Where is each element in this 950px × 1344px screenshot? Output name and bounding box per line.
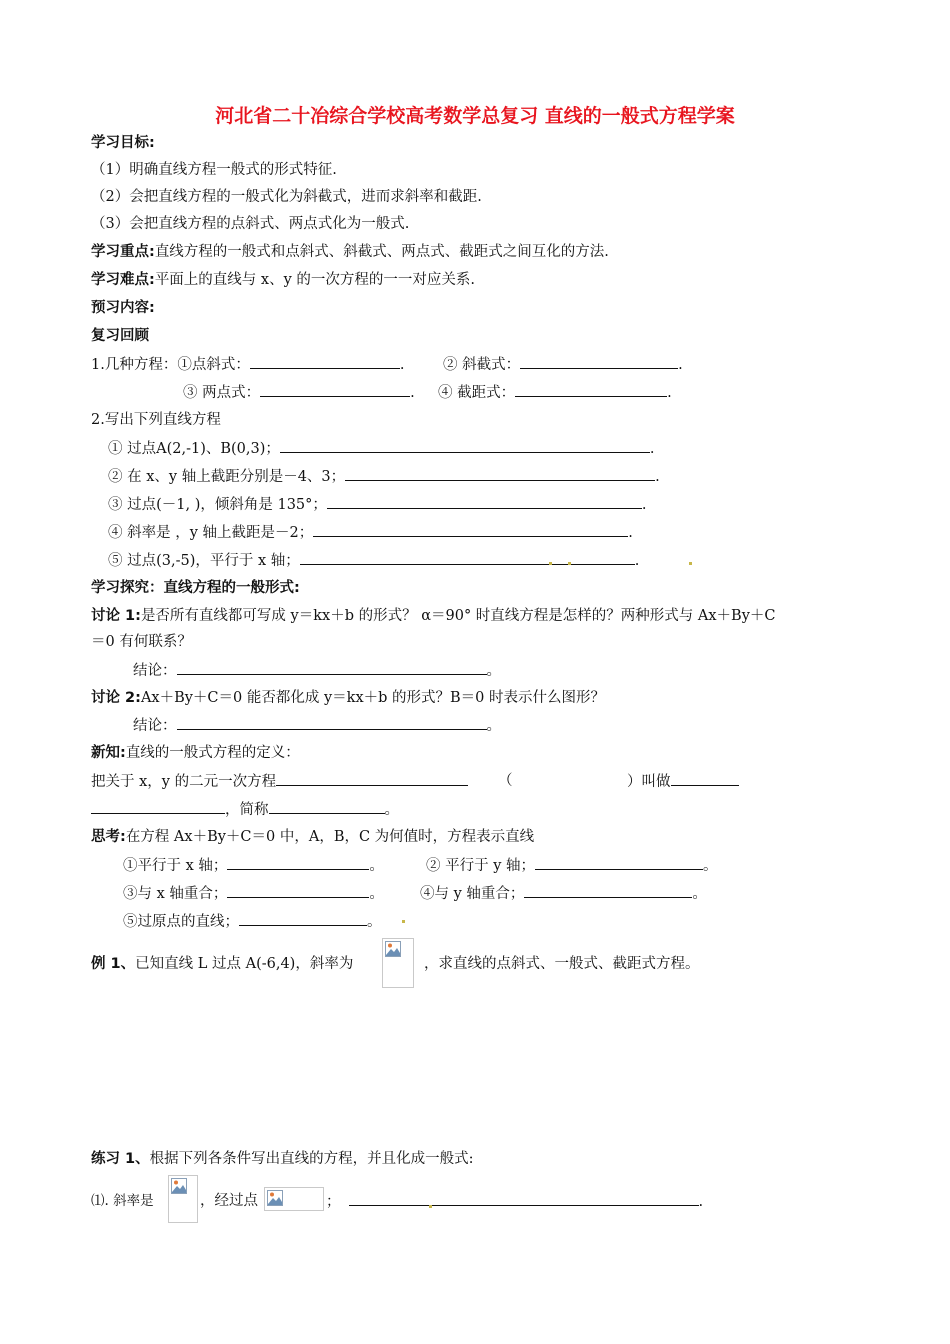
explore-heading: 学习探究：直线方程的一般形式: [91, 580, 300, 596]
key-point-label: 学习重点: [91, 244, 155, 260]
new-knowledge [91, 743, 300, 763]
key-point-text: 直线方程的一般式和点斜式、斜截式、两点式、截距式之间互化的方法. [154, 244, 609, 260]
period: . [698, 1194, 704, 1210]
example-1-text-a: 已知直线 L 过点 A(-6,4)，斜率为 [135, 956, 354, 972]
blank-think-3[interactable] [227, 883, 369, 898]
think-item-2 [426, 855, 718, 876]
period: . [628, 525, 633, 541]
blank-conclusion-2[interactable] [177, 715, 487, 730]
speck-mark [549, 562, 552, 565]
blank-abbrev[interactable] [269, 799, 385, 814]
q2-heading: 2.写出下列直线方程 [91, 412, 221, 428]
blank-think-1[interactable] [227, 855, 369, 870]
blank-q2-1[interactable] [280, 438, 650, 453]
discuss-1-text-cont: ＝0 有何联系？ [91, 634, 192, 650]
blank-name[interactable] [671, 771, 739, 786]
goals-heading: 学习目标: [91, 135, 155, 151]
period: . [655, 469, 660, 485]
period: 。 [369, 858, 384, 874]
q1-two-point: ③ 两点式： [183, 385, 261, 401]
period: . [410, 385, 415, 401]
blank-think-5[interactable] [239, 911, 367, 926]
exercise-1 [91, 1149, 474, 1169]
discuss-1-text: 是否所有直线都可写成 y＝kx＋b 的形式？ α＝90° 时直线方程是怎样的？两种形式与 Ax＋By＋C [140, 608, 776, 624]
discuss-1-conclusion [133, 660, 501, 681]
preview-heading: 预习内容: [91, 300, 155, 316]
think [91, 827, 534, 847]
blank-intercept[interactable] [515, 382, 667, 397]
think-item-4-text: ④与 y 轴重合； [420, 886, 525, 902]
q2-item-2 [108, 466, 660, 487]
goal-item-1: （1）明确直线方程一般式的形式特征. [91, 162, 337, 178]
discuss-1 [91, 606, 776, 626]
blank-q2-4[interactable] [313, 522, 628, 537]
definition-text: 把关于 x，y 的二元一次方程 [91, 774, 277, 790]
blank-think-4[interactable] [524, 883, 692, 898]
period: . [667, 385, 672, 401]
blank-equation[interactable] [276, 771, 468, 786]
think-label: 思考: [91, 829, 126, 845]
blank-conclusion-1[interactable] [177, 660, 487, 675]
think-item-3-text: ③与 x 轴重合； [123, 886, 228, 902]
q2-item-4-text: ④ 斜率是 ，y 轴上截距是－2； [108, 525, 314, 541]
definition-abbrev: ，简称 [225, 802, 269, 818]
exercise-1-label: 练习 1、 [91, 1151, 150, 1167]
example-1-label: 例 1、 [91, 956, 136, 972]
period: 。 [384, 802, 399, 818]
conclusion-label: 结论： [133, 663, 177, 679]
exercise-1-text: 根据下列各条件写出直线的方程，并且化成一般式: [149, 1151, 474, 1167]
blank-exercise-1[interactable] [349, 1191, 699, 1206]
discuss-2-label: 讨论 2: [91, 690, 141, 706]
example-1-text-b: ，求直线的点斜式、一般式、截距式方程。 [424, 956, 700, 972]
q1-slope-intercept-group [443, 354, 683, 375]
goal-item-3: （3）会把直线方程的点斜式、两点式化为一般式. [91, 216, 410, 232]
q2-item-3 [108, 494, 647, 515]
broken-image-icon [168, 1175, 198, 1223]
q2-item-1-text: ① 过点A(2,-1)、B(0,3)； [108, 441, 280, 457]
think-item-4 [420, 883, 707, 904]
period: . [399, 357, 405, 373]
period: 。 [692, 886, 707, 902]
q2-item-4 [108, 522, 633, 543]
q1-intercept-group [438, 382, 672, 403]
period: 。 [367, 914, 382, 930]
think-item-5 [123, 911, 382, 932]
definition-paren-open: （ [498, 773, 513, 789]
speck-mark [402, 920, 405, 923]
q1-two-point-group [183, 382, 415, 403]
exercise-1-item-b: ，经过点 [200, 1193, 258, 1209]
goal-item-2: （2）会把直线方程的一般式化为斜截式，进而求斜率和截距. [91, 189, 482, 205]
definition-line-1 [91, 771, 468, 792]
discuss-2-text: Ax＋By＋C＝0 能否都化成 y＝kx＋b 的形式？B＝0 时表示什么图形？ [140, 690, 606, 706]
new-knowledge-text: 直线的一般式方程的定义： [125, 745, 300, 761]
exercise-1-semicolon: ； [326, 1194, 341, 1210]
think-item-3 [123, 883, 384, 904]
think-item-1 [123, 855, 384, 876]
blank-slope-intercept[interactable] [520, 354, 678, 369]
blank-q2-5[interactable] [300, 550, 635, 565]
period: 。 [486, 663, 501, 679]
broken-image-icon [171, 1178, 187, 1194]
think-item-1-text: ①平行于 x 轴； [123, 858, 228, 874]
discuss-2 [91, 688, 605, 708]
think-text: 在方程 Ax＋By＋C＝0 中，A，B，C 为何值时，方程表示直线 [125, 829, 535, 845]
q1-line-1 [91, 354, 404, 375]
definition-line-2 [91, 799, 399, 820]
broken-image-icon [264, 1187, 324, 1211]
difficulty-text: 平面上的直线与 x、y 的一次方程的一一对应关系. [154, 272, 476, 288]
blank-q2-3[interactable] [327, 494, 642, 509]
q2-item-3-text: ③ 过点(－1, )，倾斜角是 135°； [108, 497, 327, 513]
example-1 [91, 954, 353, 974]
period: 。 [486, 718, 501, 734]
q2-item-5-text: ⑤ 过点(3,-5)，平行于 x 轴； [108, 553, 300, 569]
q2-item-2-text: ② 在 x、y 轴上截距分别是－4、3； [108, 469, 346, 485]
period: . [649, 441, 655, 457]
speck-mark [568, 562, 571, 565]
broken-image-icon [267, 1190, 283, 1206]
definition-called-group [627, 771, 739, 792]
q2-item-1 [108, 438, 655, 459]
exercise-1-item-c [326, 1191, 703, 1212]
think-item-5-text: ⑤过原点的直线； [123, 914, 239, 930]
think-item-2-text: ② 平行于 y 轴； [426, 858, 536, 874]
blank-name-cont[interactable] [91, 799, 225, 814]
difficulty-label: 学习难点: [91, 272, 155, 288]
conclusion-label: 结论： [133, 718, 177, 734]
blank-two-point[interactable] [260, 382, 410, 397]
period: . [678, 357, 683, 373]
difficulty [91, 270, 475, 290]
document-title: 河北省二十冶综合学校高考数学总复习 直线的一般式方程学案 [215, 105, 735, 127]
definition-called: ）叫做 [627, 774, 671, 790]
new-knowledge-label: 新知: [91, 745, 126, 761]
q2-item-5 [108, 550, 639, 571]
period: . [641, 497, 647, 513]
q1-prefix: 1.几种方程： [91, 357, 178, 373]
broken-image-icon [385, 941, 401, 957]
period: 。 [703, 858, 718, 874]
broken-image-icon [382, 938, 414, 988]
q1-slope-intercept: ② 斜截式： [443, 357, 521, 373]
review-heading: 复习回顾 [91, 328, 149, 344]
q1-point-slope: ①点斜式： [177, 357, 250, 373]
discuss-1-label: 讨论 1: [91, 608, 141, 624]
speck-mark [689, 562, 692, 565]
blank-point-slope[interactable] [250, 354, 400, 369]
exercise-1-item-a: ⑴. 斜率是 [91, 1193, 154, 1209]
blank-think-2[interactable] [535, 855, 703, 870]
discuss-2-conclusion [133, 715, 501, 736]
period: 。 [369, 886, 384, 902]
q1-intercept: ④ 截距式： [438, 385, 516, 401]
period: . [634, 553, 640, 569]
speck-mark [429, 1205, 432, 1208]
blank-q2-2[interactable] [345, 466, 655, 481]
key-point [91, 242, 609, 262]
